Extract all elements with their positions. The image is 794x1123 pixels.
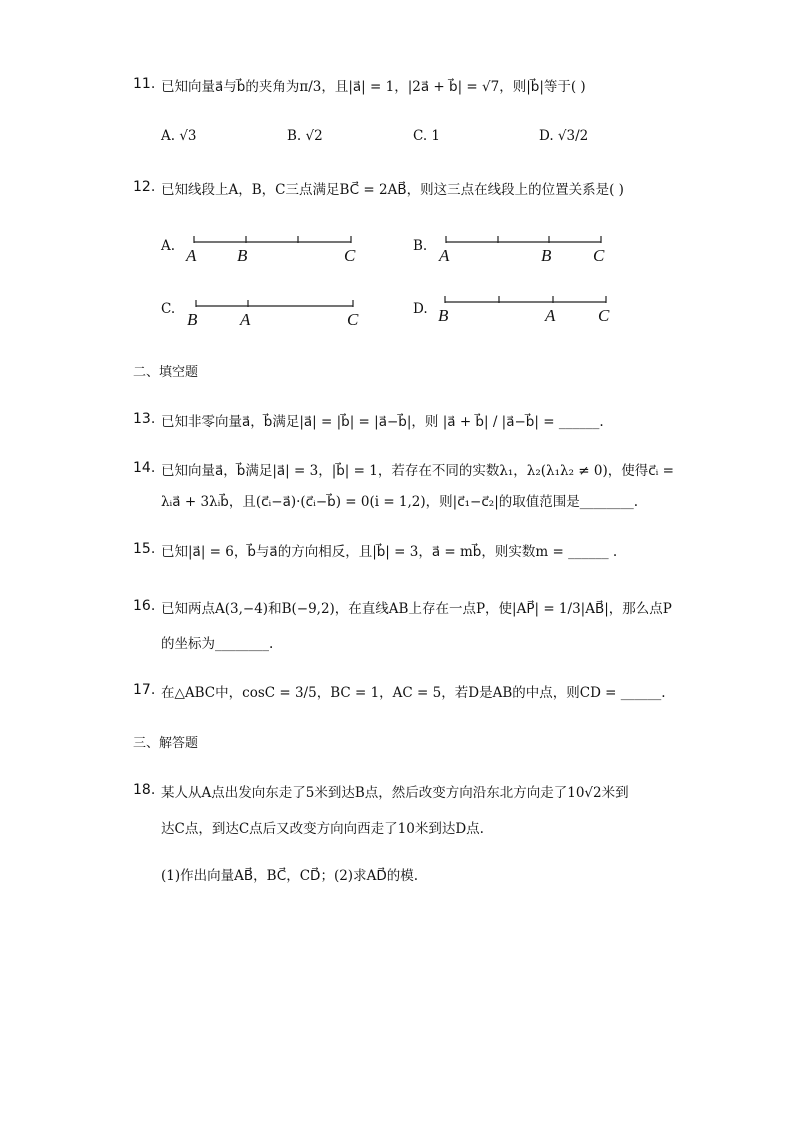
q12-c-point-3: C xyxy=(347,310,359,329)
q12-option-b-label: B. xyxy=(413,238,428,254)
q18-number: 18. xyxy=(133,782,156,798)
q12-b-point-1: A xyxy=(439,246,450,265)
q11-option-a: A. √3 xyxy=(161,128,197,144)
q13-number: 13. xyxy=(133,411,156,427)
q12-a-point-3: C xyxy=(344,246,356,265)
q18-line-1: 某人从A点出发向东走了5米到达B点，然后改变方向沿东北方向走了10√2米到 xyxy=(161,785,629,801)
q15-text: 已知|a⃗| = 6，b⃗与a⃗的方向相反，且|b⃗| = 3，a⃗ = mb⃗，则实数m = ______ . xyxy=(161,544,618,560)
q18-line-2: 达C点，到达C点后又改变方向向西走了10米到达D点. xyxy=(161,821,484,837)
q12-b-point-2: B xyxy=(541,246,552,265)
q12-option-d-label: D. xyxy=(413,301,428,317)
q16-line-1: 已知两点A(3,−4)和B(−9,2)，在直线AB上存在一点P，使|AP⃗| = 1/3|AB⃗|，那么点P xyxy=(161,601,672,617)
q12-b-point-3: C xyxy=(593,246,605,265)
q14-number: 14. xyxy=(133,460,156,476)
q18-line-3: (1)作出向量AB⃗，BC⃗，CD⃗；(2)求AD⃗的模. xyxy=(161,868,419,884)
q12-d-point-2: A xyxy=(545,306,556,325)
section-solution-title: 三、解答题 xyxy=(133,736,199,751)
q12-a-point-2: B xyxy=(237,246,248,265)
q12-d-point-3: C xyxy=(598,306,610,325)
q12-c-point-1: B xyxy=(187,310,198,329)
q11-option-d: D. √3/2 xyxy=(539,128,589,144)
q11-text: 已知向量a⃗与b⃗的夹角为π/3，且|a⃗| = 1，|2a⃗ + b⃗| = √7，则|b⃗|等于( ) xyxy=(161,79,586,95)
q12-c-point-2: A xyxy=(240,310,251,329)
q12-a-point-1: A xyxy=(186,246,197,265)
q17-number: 17. xyxy=(133,682,156,698)
q16-line-2: 的坐标为________. xyxy=(161,636,274,652)
q12-option-a-label: A. xyxy=(161,238,176,254)
q12-number: 12. xyxy=(133,179,156,195)
q17-text: 在△ABC中，cosC = 3/5，BC = 1，AC = 5，若D是AB的中点，则CD = ______. xyxy=(161,685,666,701)
q13-text: 已知非零向量a⃗，b⃗满足|a⃗| = |b⃗| = |a⃗−b⃗|，则 |a⃗ + b⃗| / |a⃗−b⃗| = ______. xyxy=(161,414,604,430)
q16-number: 16. xyxy=(133,598,156,614)
q14-line-1: 已知向量a⃗，b⃗满足|a⃗| = 3，|b⃗| = 1，若存在不同的实数λ₁，λ₂(λ₁λ₂ ≠ 0)，使得c⃗ᵢ = xyxy=(161,463,674,479)
q11-option-c: C. 1 xyxy=(413,128,441,144)
q15-number: 15. xyxy=(133,541,156,557)
q14-line-2: λᵢa⃗ + 3λᵢb⃗，且(c⃗ᵢ−a⃗)·(c⃗ᵢ−b⃗) = 0(i = 1,2)，则|c⃗₁−c⃗₂|的取值范围是________. xyxy=(161,494,639,510)
section-fill-in-title: 二、填空题 xyxy=(133,365,199,380)
q11-option-b: B. √2 xyxy=(287,128,323,144)
q12-option-c-label: C. xyxy=(161,301,176,317)
q12-d-point-1: B xyxy=(438,306,449,325)
q12-text: 已知线段上A，B，C三点满足BC⃗ = 2AB⃗，则这三点在线段上的位置关系是( ) xyxy=(161,182,624,198)
q11-number: 11. xyxy=(133,76,156,92)
